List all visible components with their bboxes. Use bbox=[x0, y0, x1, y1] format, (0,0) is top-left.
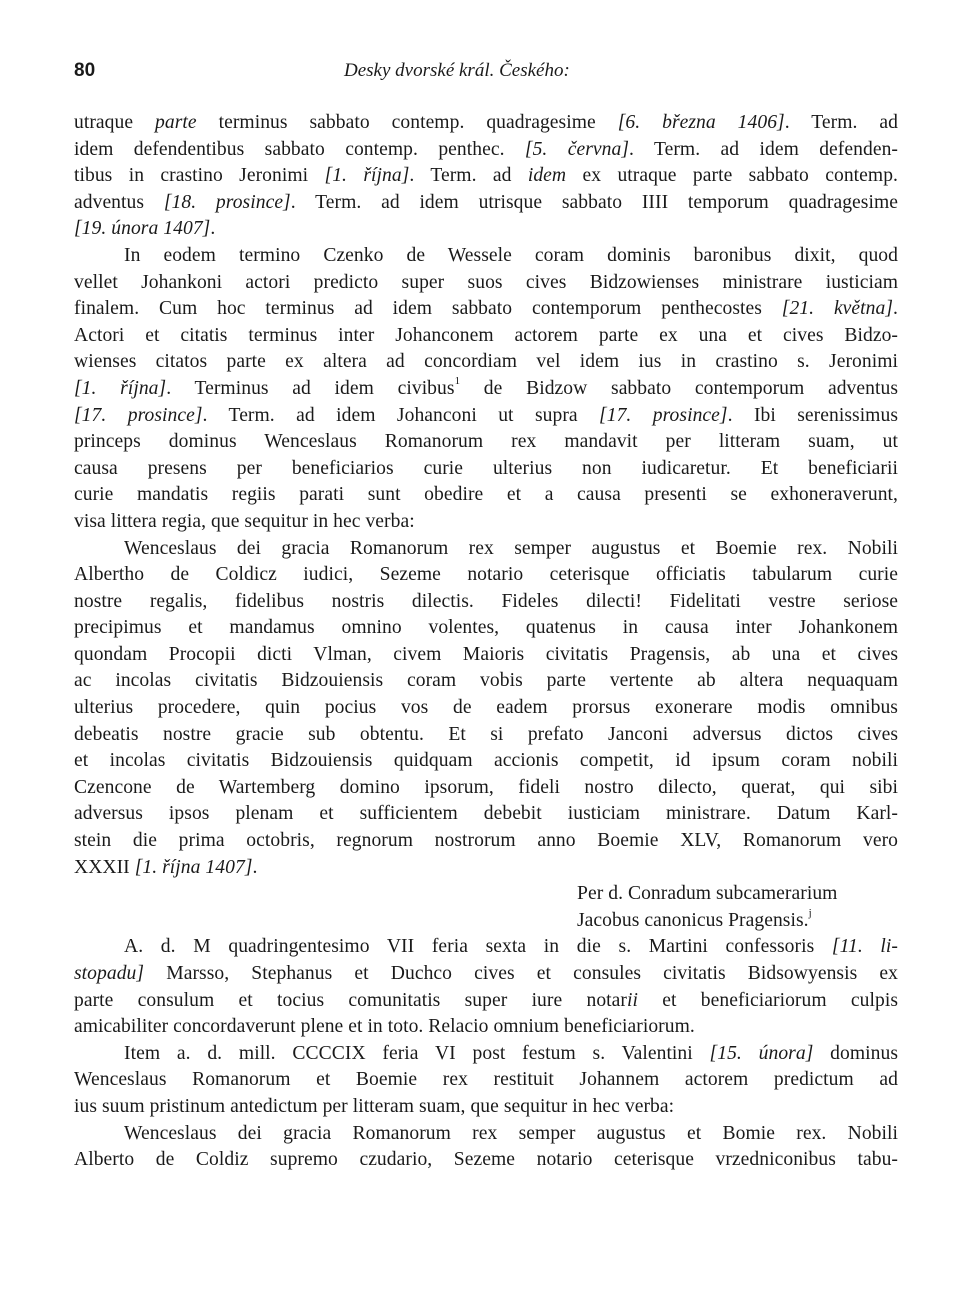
text-line: ius suum pristinum antedictum per litteram suam, que sequitur in hec verba: bbox=[74, 1095, 675, 1117]
text-line: stopadu] Marsso, Stephanus et Duchco cives et consules civitatis Bidsowyensis ex bbox=[74, 963, 898, 984]
text-line: Albertho de Coldicz iudici, Sezeme notario ceterisque officiatis tabularum curie bbox=[74, 564, 898, 586]
text-line: [17. prosince]. Term. ad idem Johanconi ut supra [17. prosince]. Ibi serenissimus bbox=[74, 404, 898, 426]
text-line: A. d. M quadringentesimo VII feria sexta in die s. Martini confessoris [11. li- bbox=[124, 936, 898, 958]
text-line: precipimus et mandamus omnino volentes, quatenus in causa inter Johankonem bbox=[74, 617, 898, 639]
text-line: debeatis nostre gracie sub obtentu. Et si prefato Janconi adversus dictos cives bbox=[74, 723, 898, 745]
text-line: XXXII [1. října 1407]. bbox=[74, 856, 258, 878]
text-line: ac incolas civitatis Bidzouiensis coram vobis parte vertente ab altera nequaquam bbox=[74, 670, 898, 692]
text-line: nostre regalis, fidelibus nostris dilectis. Fideles dilecti! Fidelitati vestre seriose bbox=[74, 590, 898, 612]
text-line: amicabiliter concordaverunt plene et in toto. Relacio omnium beneficiariorum. bbox=[74, 1016, 695, 1038]
text-line: Wenceslaus dei gracia Romanorum rex semper augustus et Boemie rex. Nobili bbox=[124, 537, 898, 559]
text-line: adversus ipsos plenam et sufficientem debebit iusticiam ministrare. Datum Karl- bbox=[74, 803, 898, 825]
text-line: Jacobus canonicus Pragensis.$^j$ bbox=[577, 906, 812, 931]
text-line: tibus in crastino Jeronimi [1. října]. Term. ad idem ex utraque parte sabbato contemp. bbox=[74, 165, 898, 187]
text-line: parte consulum et tocius comunitatis super iure notarii et beneficiariorum culpis bbox=[74, 989, 898, 1011]
text-line: quondam Procopii dicti Vlman, civem Maioris civitatis Pragensis, ab una et cives bbox=[74, 643, 898, 665]
text-line: Wenceslaus dei gracia Romanorum rex semper augustus et Bomie rex. Nobili bbox=[124, 1122, 898, 1144]
text-line: curie mandatis regiis parati sunt obedire et a causa presenti se exhoneraverunt, bbox=[74, 484, 898, 506]
running-title: Desky dvorské král. Českého: bbox=[344, 60, 570, 81]
text-line: [1. října]. Terminus ad idem civibus$^1$ de Bidzow sabbato contemporum adventus bbox=[74, 375, 898, 399]
text-line: visa littera regia, que sequitur in hec verba: bbox=[74, 510, 415, 532]
text-line: princeps dominus Wenceslaus Romanorum rex mandavit per litteram suam, ut bbox=[74, 431, 898, 453]
text-line: idem defendentibus sabbato contemp. penthec. [5. června]. Term. ad idem defenden- bbox=[74, 138, 898, 160]
text-line: [19. února 1407]. bbox=[74, 218, 216, 240]
page-number: 80 bbox=[74, 60, 96, 81]
text-line: Actori et citatis terminus inter Johanconem actorem parte ex una et cives Bidzo- bbox=[74, 324, 898, 346]
text-line: vellet Johankoni actori predicto super suos cives Bidzowienses ministrare iusticiam bbox=[74, 271, 898, 293]
page-header bbox=[74, 60, 896, 90]
text-line: Wenceslaus Romanorum et Boemie rex restituit Johannem actorem predictum ad bbox=[74, 1069, 898, 1091]
text-line: adventus [18. prosince]. Term. ad idem utrisque sabbato IIII temporum quadragesime bbox=[74, 191, 898, 213]
text-line: wienses citatos parte ex altera ad concordiam vel idem ius in crastino s. Jeronimi bbox=[74, 351, 898, 373]
text-line: Czencone de Wartemberg domino ipsorum, fideli nostro dilecto, querat, qui sibi bbox=[74, 776, 898, 798]
text-line: et incolas civitatis Bidzouiensis quidquam accionis competit, id ipsum coram nobili bbox=[74, 750, 898, 772]
main-text bbox=[74, 110, 898, 1174]
text-line: ulterius procedere, quin pocius vos de eadem prorsus exonerare modis omnibus bbox=[74, 697, 898, 719]
text-line: In eodem termino Czenko de Wessele coram dominis baronibus dixit, quod bbox=[124, 244, 898, 266]
text-line: Item a. d. mill. CCCCIX feria VI post festum s. Valentini [15. února] dominus bbox=[124, 1042, 898, 1064]
text-line: finalem. Cum hoc terminus ad idem sabbato contemporum penthecostes [21. května]. bbox=[74, 298, 898, 320]
text-line: causa presens per beneficiarios curie ulterius non iudicaretur. Et beneficiarii bbox=[74, 457, 898, 479]
text-line: stein die prima octobris, regnorum nostrorum anno Boemie XLV, Romanorum vero bbox=[74, 830, 898, 852]
text-line: Alberto de Coldiz supremo czudario, Sezeme notario ceterisque vrzedniconibus tabu- bbox=[74, 1149, 898, 1171]
text-line: Per d. Conradum subcamerarium bbox=[577, 883, 838, 905]
text-line: utraque parte terminus sabbato contemp. quadragesime [6. března 1406]. Term. ad bbox=[74, 112, 898, 133]
